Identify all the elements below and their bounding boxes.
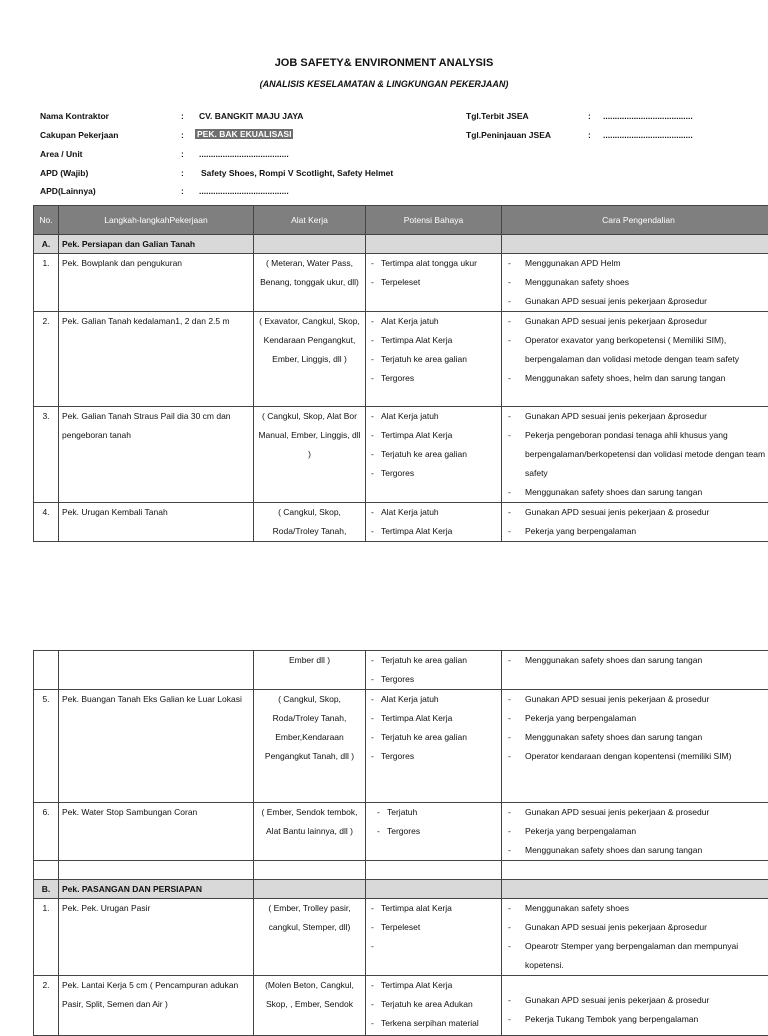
hazard-item: - Terjatuh ke area galian <box>381 445 498 464</box>
row-no: 6. <box>34 803 59 861</box>
control-item: - Menggunakan APD Helm <box>525 254 768 273</box>
control-item: - Menggunakan safety shoes <box>525 899 768 918</box>
control-item: - Gunakan APD sesuai jenis pekerjaan & prosedur <box>525 503 768 522</box>
hazard-item: - Terjatuh ke area galian <box>381 651 498 670</box>
area-label: Area / Unit <box>40 149 83 159</box>
document-title: JOB SAFETY& ENVIRONMENT ANALYSIS <box>0 57 768 69</box>
colon: : <box>181 111 184 121</box>
hazard-item: - Tertimpa Alat Kerja <box>381 522 498 541</box>
section-title: Pek. PASANGAN DAN PERSIAPAN <box>59 880 254 899</box>
hazard-item: - Tertimpa Alat Kerja <box>381 426 498 445</box>
table-row <box>34 312 768 407</box>
row-no: 2. <box>34 976 59 1036</box>
hazard-item: - Alat Kerja jatuh <box>381 407 498 426</box>
row-step: Pek. Pek. Urugan Pasir <box>59 899 254 976</box>
apd-other-value: ...................................... <box>199 186 289 196</box>
control-list <box>505 690 768 766</box>
control-item: - Operator kendaraan dengan kopentensi (memiliki SIM) <box>525 747 768 766</box>
colon: : <box>181 149 184 159</box>
row-tools: ( Ember, Sendok tembok, Alat Bantu lainnya, dll ) <box>254 803 366 861</box>
hazard-item: - Tergores <box>387 822 498 841</box>
control-item: - Menggunakan safety shoes <box>525 273 768 292</box>
header-no: No. <box>34 206 59 235</box>
hazard-item: - Alat Kerja jatuh <box>381 690 498 709</box>
row-no <box>34 651 59 690</box>
control-item: - Menggunakan safety shoes dan sarung tangan <box>525 651 768 670</box>
hazard-item: - Terjatuh ke area galian <box>381 728 498 747</box>
row-no: 4. <box>34 503 59 542</box>
table-row <box>34 407 768 503</box>
control-list <box>505 503 768 541</box>
row-no: 2. <box>34 312 59 407</box>
hazard-item: - Tergores <box>381 747 498 766</box>
colon: : <box>181 168 184 178</box>
row-tools: ( Cangkul, Skop, Roda/Troley Tanah, Ember,Kendaraan Pengangkut Tanah, dll ) <box>254 690 366 803</box>
control-item: - Pekerja Tukang Tembok yang berpengalaman <box>525 1010 768 1029</box>
control-item: - Opearotr Stemper yang berpengalaman dan mempunyai kopetensi. <box>525 937 768 975</box>
jsea-table-page-1 <box>33 205 768 542</box>
row-tools: ( Meteran, Water Pass, Benang, tonggak ukur, dll) <box>254 254 366 312</box>
row-no: 1. <box>34 899 59 976</box>
hazard-item: - Alat Kerja jatuh <box>381 503 498 522</box>
control-item: - Menggunakan safety shoes dan sarung tangan <box>525 841 768 860</box>
hazard-item: - Terpeleset <box>381 273 498 292</box>
control-item: - Gunakan APD sesuai jenis pekerjaan & prosedur <box>525 803 768 822</box>
row-step: Pek. Water Stop Sambungan Coran <box>59 803 254 861</box>
row-step: Pek. Bowplank dan pengukuran <box>59 254 254 312</box>
row-tools: ( Cangkul, Skop, Alat Bor Manual, Ember, Linggis, dll ) <box>254 407 366 503</box>
control-item: - Pekerja pengeboran pondasi tenaga ahli khusus yang berpengalaman/berkopetensi dan volidasi metode dengan team safety <box>525 426 768 483</box>
control-list <box>505 312 768 388</box>
table-row <box>34 803 768 861</box>
control-item: - Pekerja yang berpengalaman <box>525 522 768 541</box>
colon: : <box>588 111 591 121</box>
control-list <box>505 407 768 502</box>
table-row <box>34 690 768 803</box>
apd-mandatory-value: Safety Shoes, Rompi V Scotlight, Safety Helmet <box>201 168 393 178</box>
hazard-item: - Tertimpa Alat Kerja <box>381 331 498 350</box>
header-row <box>34 206 768 235</box>
colon: : <box>181 186 184 196</box>
hazard-list <box>369 254 498 292</box>
row-tools: ( Exavator, Cangkul, Skop, Kendaraan Pengangkut, Ember, Linggis, dll ) <box>254 312 366 407</box>
hazard-list <box>369 312 498 388</box>
section-no: A. <box>34 235 59 254</box>
contractor-value: CV. BANGKIT MAJU JAYA <box>199 111 303 121</box>
scope-label: Cakupan Pekerjaan <box>40 130 118 140</box>
row-step: Pek. Galian Tanah Straus Pail dia 30 cm dan pengeboran tanah <box>59 407 254 503</box>
colon: : <box>588 130 591 140</box>
contractor-label: Nama Kontraktor <box>40 111 109 121</box>
area-value: ...................................... <box>199 149 289 159</box>
review-date-label: Tgl.Peninjauan JSEA <box>466 130 551 140</box>
control-list <box>505 991 768 1029</box>
row-no: 5. <box>34 690 59 803</box>
table-row <box>34 651 768 690</box>
control-item: - Menggunakan safety shoes dan sarung tangan <box>525 728 768 747</box>
control-item: - Menggunakan safety shoes, helm dan sarung tangan <box>525 369 768 388</box>
hazard-item: - Tertimpa alat Kerja <box>381 899 498 918</box>
header-tools: Alat Kerja <box>254 206 366 235</box>
row-no: 1. <box>34 254 59 312</box>
control-list <box>505 899 768 975</box>
header-controls: Cara Pengendalian <box>502 206 768 235</box>
row-step: Pek. Buangan Tanah Eks Galian ke Luar Lokasi <box>59 690 254 803</box>
apd-mandatory-label: APD (Wajib) <box>40 168 88 178</box>
section-title: Pek. Persiapan dan Galian Tanah <box>59 235 254 254</box>
hazard-item: - Terjatuh <box>387 803 498 822</box>
table-row <box>34 503 768 542</box>
table-row <box>34 976 768 1036</box>
row-no: 3. <box>34 407 59 503</box>
hazard-item: - Terpeleset <box>381 918 498 937</box>
apd-other-label: APD(Lainnya) <box>40 186 96 196</box>
jsea-table-page-2 <box>33 650 768 1036</box>
spacer-row <box>34 861 768 880</box>
control-list <box>505 254 768 311</box>
scope-value-box <box>195 129 293 139</box>
row-step: Pek. Lantai Kerja 5 cm ( Pencampuran adukan Pasir, Split, Semen dan Air ) <box>59 976 254 1036</box>
control-item: - Operator exavator yang berkopetensi ( Memiliki SIM), berpengalaman dan volidasi metode dengan team safety <box>525 331 768 369</box>
control-item: - Gunakan APD sesuai jenis pekerjaan & prosedur <box>525 690 768 709</box>
header-hazards: Potensi Bahaya <box>366 206 502 235</box>
hazard-item: - Tergores <box>381 369 498 388</box>
hazard-list <box>369 407 498 483</box>
row-step: Pek. Galian Tanah kedalaman1, 2 dan 2.5 m <box>59 312 254 407</box>
hazard-item: - Alat Kerja jatuh <box>381 312 498 331</box>
review-date-value: ...................................... <box>603 130 693 140</box>
hazard-list <box>369 803 498 841</box>
hazard-item: - Tertimpa alat tongga ukur <box>381 254 498 273</box>
control-item: - Menggunakan safety shoes dan sarung tangan <box>525 483 768 502</box>
hazard-list <box>369 690 498 766</box>
hazard-list <box>369 976 498 1033</box>
hazard-list <box>369 651 498 689</box>
hazard-item: - Terkena serpihan material <box>381 1014 498 1033</box>
hazard-item: - Tertimpa Alat Kerja <box>381 709 498 728</box>
hazard-item: - Tergores <box>381 464 498 483</box>
control-item: - Gunakan APD sesuai jenis pekerjaan &prosedur <box>525 292 768 311</box>
document-subtitle: (ANALISIS KESELAMATAN & LINGKUNGAN PEKERJAAN) <box>0 79 768 89</box>
section-no: B. <box>34 880 59 899</box>
row-step <box>59 651 254 690</box>
hazard-item: - Terjatuh ke area Adukan <box>381 995 498 1014</box>
hazard-item: - Tergores <box>381 670 498 689</box>
row-step: Pek. Urugan Kembali Tanah <box>59 503 254 542</box>
hazard-list <box>369 503 498 541</box>
header-steps: Langkah-langkahPekerjaan <box>59 206 254 235</box>
colon: : <box>181 130 184 140</box>
section-row-a <box>34 235 768 254</box>
control-list <box>505 803 768 860</box>
issue-date-label: Tgl.Terbit JSEA <box>466 111 529 121</box>
control-item: - Gunakan APD sesuai jenis pekerjaan &prosedur <box>525 918 768 937</box>
section-row-b <box>34 880 768 899</box>
control-item: - Pekerja yang berpengalaman <box>525 822 768 841</box>
table-row <box>34 254 768 312</box>
control-item: - Gunakan APD sesuai jenis pekerjaan &prosedur <box>525 312 768 331</box>
row-tools: Ember dll ) <box>254 651 366 690</box>
table-row <box>34 899 768 976</box>
hazard-item: - Terjatuh ke area galian <box>381 350 498 369</box>
scope-value: PEK. BAK EKUALISASI <box>195 129 293 139</box>
row-tools: (Molen Beton, Cangkul, Skop, , Ember, Sendok <box>254 976 366 1036</box>
control-list <box>505 651 768 670</box>
row-tools: ( Ember, Trolley pasir, cangkul, Stemper, dll) <box>254 899 366 976</box>
row-tools: ( Cangkul, Skop, Roda/Troley Tanah, <box>254 503 366 542</box>
control-item: - Pekerja yang berpengalaman <box>525 709 768 728</box>
hazard-item: - Tertimpa Alat Kerja <box>381 976 498 995</box>
control-item: - Gunakan APD sesuai jenis pekerjaan &prosedur <box>525 407 768 426</box>
hazard-list <box>369 899 498 937</box>
control-item: - Gunakan APD sesuai jenis pekerjaan & prosedur <box>525 991 768 1010</box>
issue-date-value: ...................................... <box>603 111 693 121</box>
